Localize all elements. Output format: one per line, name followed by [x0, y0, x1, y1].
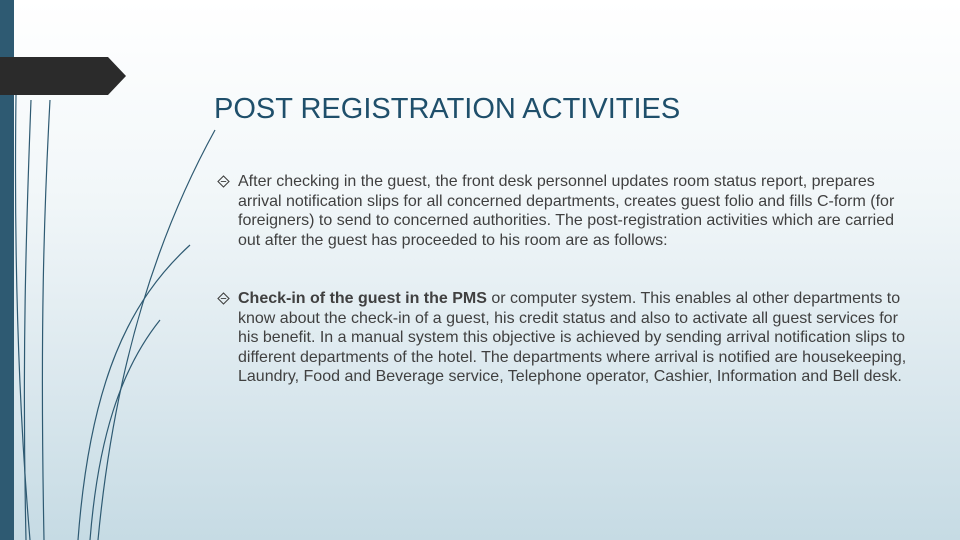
slide-title: POST REGISTRATION ACTIVITIES — [214, 93, 681, 125]
bullet-list — [214, 172, 914, 387]
bullet-text: or computer system. This enables al other departments to know about the check-in of a guest, his credit status and also to activate all guest services for his benefit. In a manual system this objective is achieved by sending arrival notification slips to different departments of the hotel. The departments where arrival is notified are housekeeping, Laundry, Food and Beverage service, Telephone operator, Cashier, Information and Bell desk. — [238, 290, 907, 385]
bullet-text: After checking in the guest, the front desk personnel updates room status report, prepares arrival notification slips for all concerned departments, creates guest folio and fills C-form (for foreigners) to send to concerned authorities. The post-registration activities which are carried out after the guest has proceeded to his room are as follows: — [238, 173, 895, 249]
diamond-outline-icon — [217, 292, 230, 305]
bullet-item — [214, 172, 914, 250]
bullet-bold-lead: Check-in of the guest in the PMS — [238, 290, 487, 307]
diamond-outline-icon — [217, 175, 230, 188]
bullet-item — [214, 289, 914, 387]
